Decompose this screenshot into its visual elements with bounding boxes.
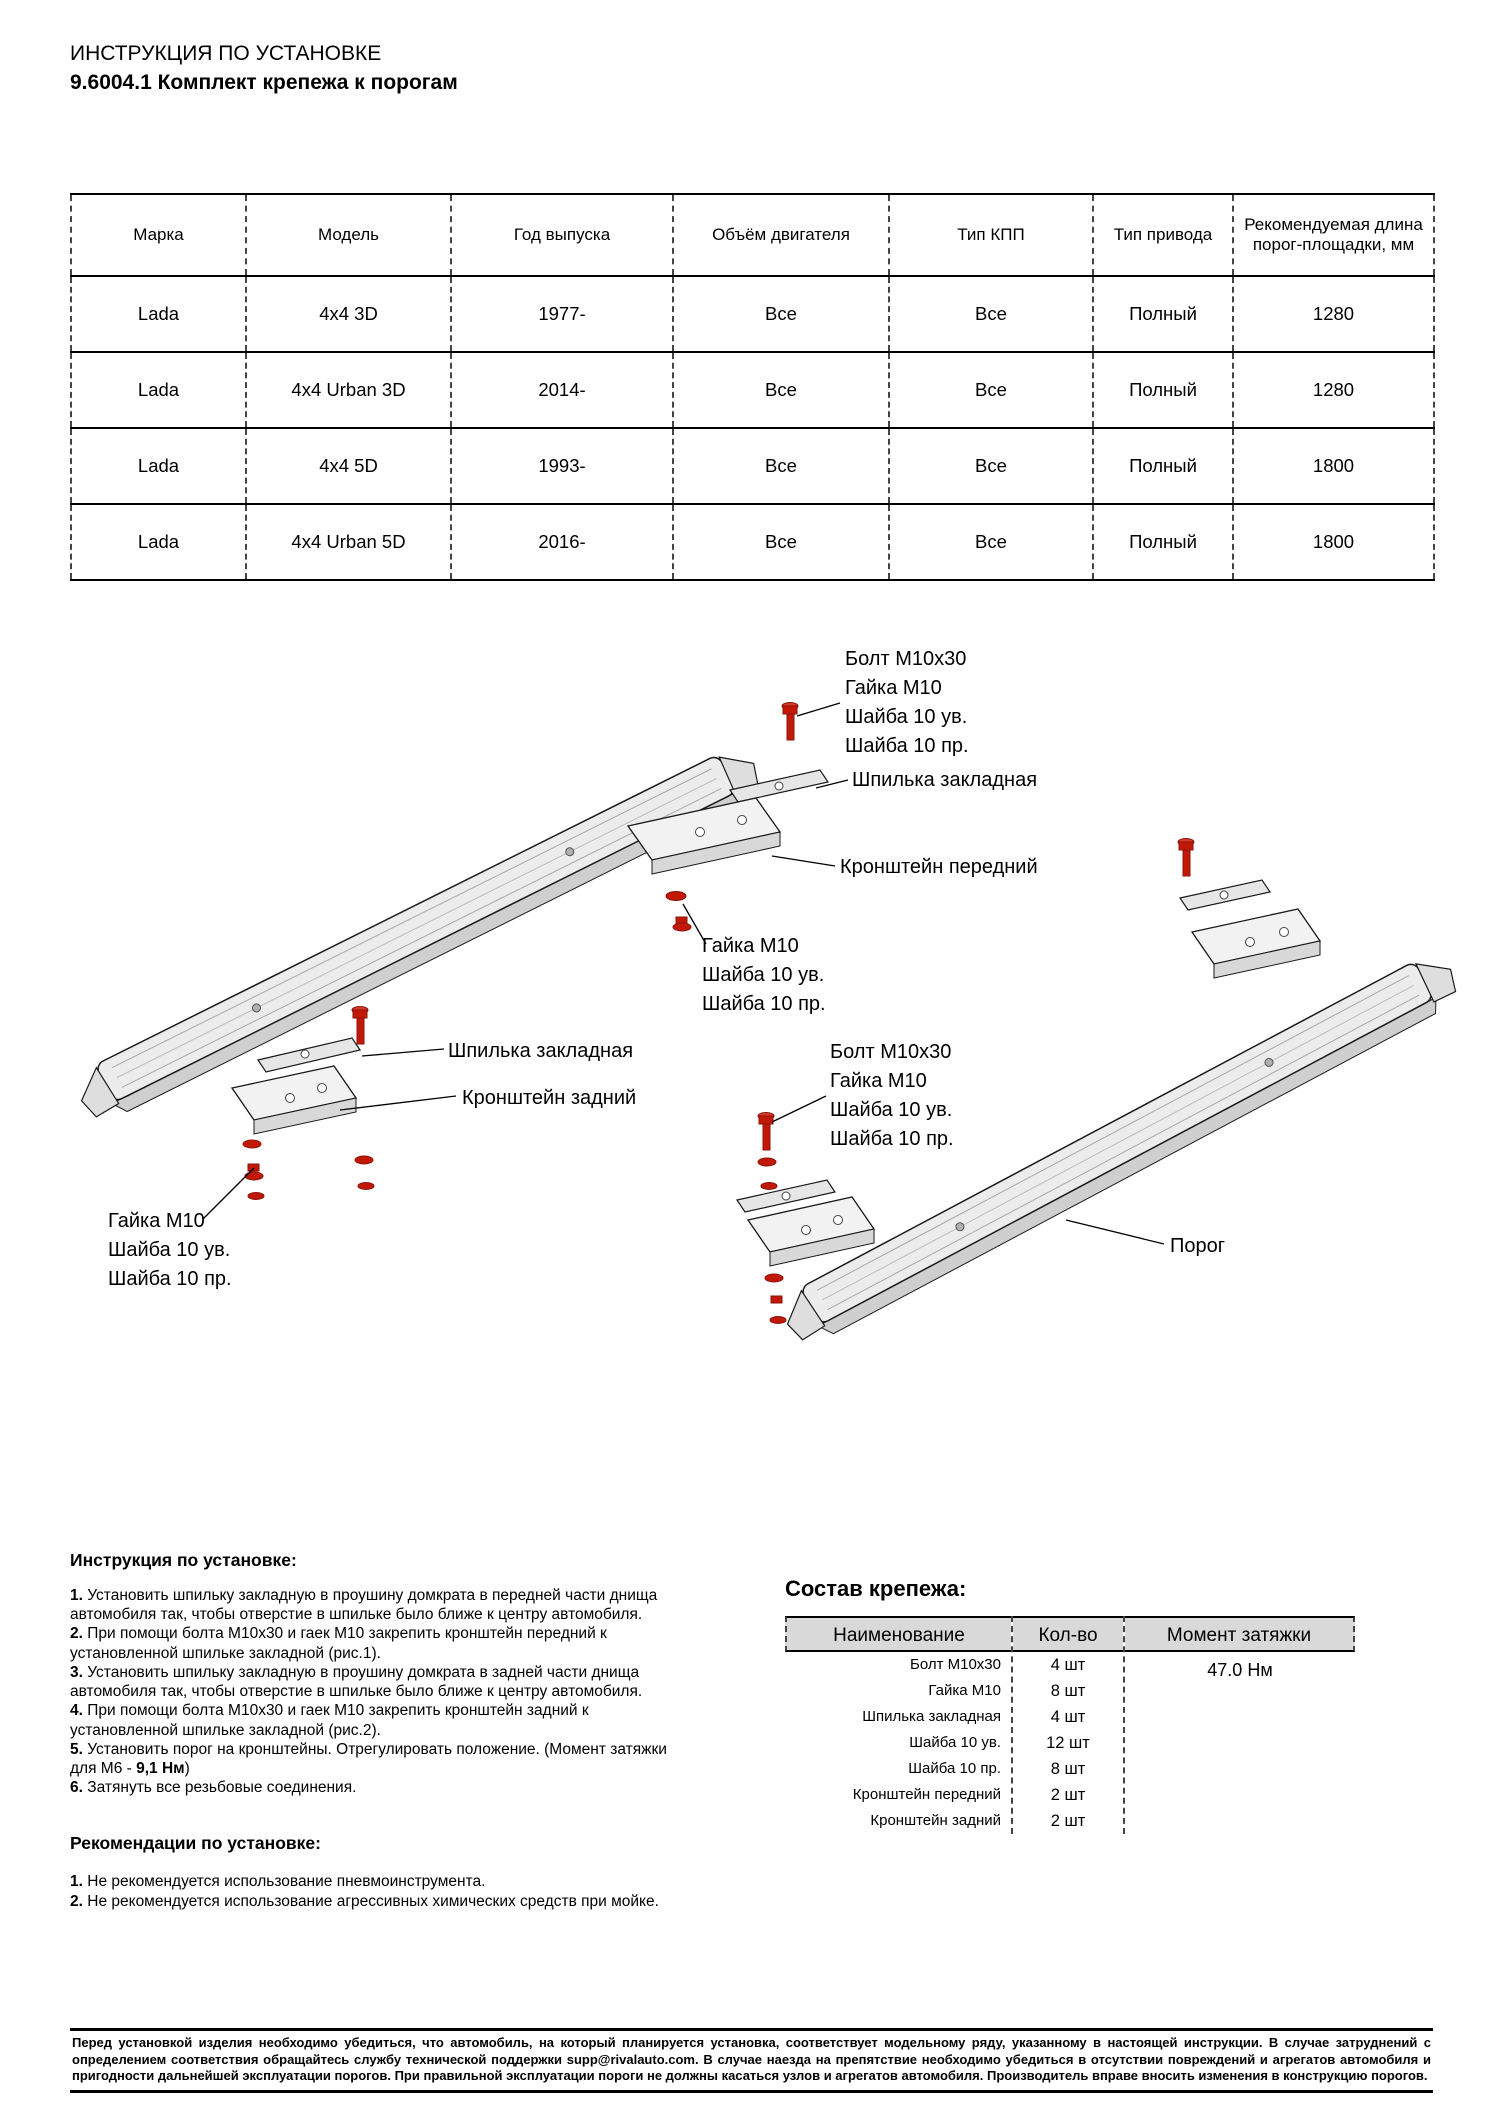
parts-col-header-torque: Момент затяжки xyxy=(1125,1616,1355,1652)
vehicle-cell: 1800 xyxy=(1233,504,1434,580)
callout-sill: Порог xyxy=(1170,1235,1226,1257)
callout-line: Шайба 10 ув. xyxy=(830,1099,953,1121)
washer-nut-stack-rear-right-lower xyxy=(765,1274,786,1324)
recommendation-item: 2. Не рекомендуется использование агрессивных химических средств при мойке. xyxy=(70,1892,659,1910)
parts-heading: Состав крепежа: xyxy=(785,1576,967,1601)
vehicle-cell: Lada xyxy=(71,276,246,352)
kit-title: 9.6004.1 Комплект крепежа к порогам xyxy=(70,71,458,94)
install-step: 1. Установить шпильку закладную в проушину домкрата в передней части днища автомобиля так, чтобы отверстие в шпильке было ближе к центру автомобиля. xyxy=(70,1587,658,1624)
vehicle-cell: 1280 xyxy=(1233,352,1434,428)
vehicle-row xyxy=(71,352,1434,428)
vehicle-table xyxy=(70,193,1435,581)
vehicle-row xyxy=(71,428,1434,504)
col-header-engine: Объём двигателя xyxy=(673,194,889,276)
instructions-section xyxy=(70,1550,670,1911)
install-step: 2. При помощи болта М10х30 и гаек М10 закрепить кронштейн передний к установленной шпильке закладной (рис.1). xyxy=(70,1625,607,1662)
washer-nut-stack-rear-left xyxy=(243,1140,374,1200)
callout-bracket-rear: Кронштейн задний xyxy=(462,1087,637,1109)
parts-table xyxy=(785,1616,1355,1834)
parts-col-torque xyxy=(1125,1616,1355,1834)
parts-col-qty xyxy=(1013,1616,1125,1834)
vehicle-cell: Полный xyxy=(1093,276,1233,352)
bolt-m10x30-front-right xyxy=(1178,839,1194,877)
callout-line: Шайба 10 ув. xyxy=(108,1239,231,1261)
callout-line: Гайка М10 xyxy=(702,935,799,957)
callout-line: Шайба 10 пр. xyxy=(702,993,826,1015)
vehicle-cell: Полный xyxy=(1093,504,1233,580)
vehicle-cell: Lada xyxy=(71,428,246,504)
callout-line: Болт М10х30 xyxy=(845,648,967,670)
install-step: 4. При помощи болта М10х30 и гаек М10 закрепить кронштейн задний к установленной шпильке закладной (рис.2). xyxy=(70,1702,589,1739)
part-qty: 4 шт xyxy=(1050,1708,1086,1726)
part-name: Кронштейн передний xyxy=(852,1786,1001,1803)
vehicle-cell: Все xyxy=(673,352,889,428)
vehicle-cell: 2016- xyxy=(451,504,673,580)
instructions-heading: Инструкция по установке: xyxy=(70,1550,297,1570)
bolt-m10x30-front-left xyxy=(782,703,798,741)
parts-col-header-name: Наименование xyxy=(785,1616,1011,1652)
vehicle-cell: Все xyxy=(889,352,1093,428)
vehicle-row xyxy=(71,504,1434,580)
stud-plate-front-right xyxy=(1180,880,1270,910)
col-header-year: Год выпуска xyxy=(451,194,673,276)
vehicle-cell: Все xyxy=(889,276,1093,352)
vehicle-cell: Все xyxy=(889,428,1093,504)
callout-line: Болт М10х30 xyxy=(830,1041,952,1063)
recommendations-heading: Рекомендации по установке: xyxy=(70,1833,321,1854)
vehicle-cell: 2014- xyxy=(451,352,673,428)
vehicle-cell: 1977- xyxy=(451,276,673,352)
vehicle-table-header-row xyxy=(71,194,1434,276)
stud-plate-rear-left xyxy=(258,1038,360,1072)
callout-front-nut-stack xyxy=(702,932,826,1019)
col-header-brand: Марка xyxy=(71,194,246,276)
callout-line: Шайба 10 ув. xyxy=(845,706,968,728)
assembly-diagram xyxy=(0,620,1500,1390)
col-header-drive: Тип привода xyxy=(1093,194,1233,276)
doc-header xyxy=(70,42,458,95)
bolt-m10x30-rear-right xyxy=(758,1113,774,1151)
col-header-model: Модель xyxy=(246,194,451,276)
part-qty: 12 шт xyxy=(1046,1734,1090,1752)
callout-line: Гайка М10 xyxy=(108,1210,205,1232)
callout-line: Шайба 10 пр. xyxy=(108,1268,232,1290)
doc-type-label: ИНСТРУКЦИЯ ПО УСТАНОВКЕ xyxy=(70,42,382,65)
torque-value: 47.0 Нм xyxy=(1207,1660,1273,1680)
part-qty: 2 шт xyxy=(1050,1786,1086,1804)
callout-front-fasteners xyxy=(845,645,969,761)
vehicle-row xyxy=(71,276,1434,352)
callout-line: Шайба 10 пр. xyxy=(845,735,969,757)
callout-line: Шайба 10 ув. xyxy=(702,964,825,986)
vehicle-cell: Полный xyxy=(1093,352,1233,428)
part-qty: 8 шт xyxy=(1050,1760,1086,1778)
bolt-m10x30-rear-left xyxy=(352,1007,368,1045)
vehicle-cell: Lada xyxy=(71,504,246,580)
parts-col-name xyxy=(785,1616,1013,1834)
vehicle-cell: 4x4 Urban 3D xyxy=(246,352,451,428)
footer-note: Перед установкой изделия необходимо убедиться, что автомобиль, на который планируется установка, соответствует модельному ряду, указанному в настоящей инструкции. В случае затруднений с определением соответствия обращайтесь службу технической поддержки supp@rivalauto.com. В случае наезда на препятствие необходимо убедиться в отсутствии повреждений и агрегатов автомобиля и пригодности дальнейшей эксплуатации порогов. При правильной эксплуатации пороги не должны касаться узлов и агрегатов автомобиля. Производитель вправе вносить изменения в конструкцию порогов. xyxy=(70,2028,1433,2093)
part-name: Болт М10х30 xyxy=(909,1656,1001,1673)
install-step: 3. Установить шпильку закладную в проушину домкрата в задней части днища автомобиля так, чтобы отверстие в шпильке было ближе к центру автомобиля. xyxy=(70,1663,643,1701)
part-qty: 4 шт xyxy=(1050,1656,1086,1674)
vehicle-cell: Все xyxy=(673,504,889,580)
callout-line: Шайба 10 пр. xyxy=(830,1128,954,1150)
vehicle-cell: Все xyxy=(889,504,1093,580)
callout-line: Гайка М10 xyxy=(830,1070,927,1092)
part-name: Шайба 10 пр. xyxy=(908,1760,1001,1777)
vehicle-cell: 1993- xyxy=(451,428,673,504)
part-name: Шпилька закладная xyxy=(862,1708,1001,1725)
callout-bracket-front: Кронштейн передний xyxy=(840,856,1038,878)
sill-board-left xyxy=(70,742,768,1128)
callout-rear-nut-stack xyxy=(108,1207,232,1294)
part-qty: 2 шт xyxy=(1050,1812,1086,1830)
front-bracket-right-board xyxy=(1192,909,1320,978)
vehicle-cell: 1280 xyxy=(1233,276,1434,352)
recommendation-item: 1. Не рекомендуется использование пневмоинструмента. xyxy=(70,1873,486,1891)
parts-col-header-qty: Кол-во xyxy=(1013,1616,1123,1652)
callout-rear-fasteners xyxy=(830,1038,954,1154)
vehicle-cell: Lada xyxy=(71,352,246,428)
parts-section xyxy=(785,1576,1355,1834)
vehicle-cell: 4x4 5D xyxy=(246,428,451,504)
washer-nut-stack-rear-right-upper xyxy=(758,1158,777,1190)
part-name: Шайба 10 ув. xyxy=(909,1734,1001,1751)
vehicle-cell: Все xyxy=(673,276,889,352)
part-name: Кронштейн задний xyxy=(870,1812,1001,1829)
col-header-gearbox: Тип КПП xyxy=(889,194,1093,276)
callout-line: Гайка М10 xyxy=(845,677,942,699)
callout-stud-front: Шпилька закладная xyxy=(852,769,1038,791)
vehicle-cell: 4x4 Urban 5D xyxy=(246,504,451,580)
callout-stud-rear: Шпилька закладная xyxy=(448,1040,634,1062)
part-qty: 8 шт xyxy=(1050,1682,1086,1700)
install-step: 6. Затянуть все резьбовые соединения. xyxy=(70,1779,357,1797)
vehicle-cell: Полный xyxy=(1093,428,1233,504)
vehicle-cell: 4x4 3D xyxy=(246,276,451,352)
vehicle-cell: 1800 xyxy=(1233,428,1434,504)
install-step: 5. Установить порог на кронштейны. Отрегулировать положение. (Момент затяжки для М6 - 9,1 Нм) xyxy=(70,1740,667,1777)
col-header-length: Рекомендуемая длина порог-площадки, мм xyxy=(1233,194,1434,276)
part-name: Гайка М10 xyxy=(928,1682,1001,1699)
rear-bracket-left-board xyxy=(232,1066,356,1134)
vehicle-cell: Все xyxy=(673,428,889,504)
